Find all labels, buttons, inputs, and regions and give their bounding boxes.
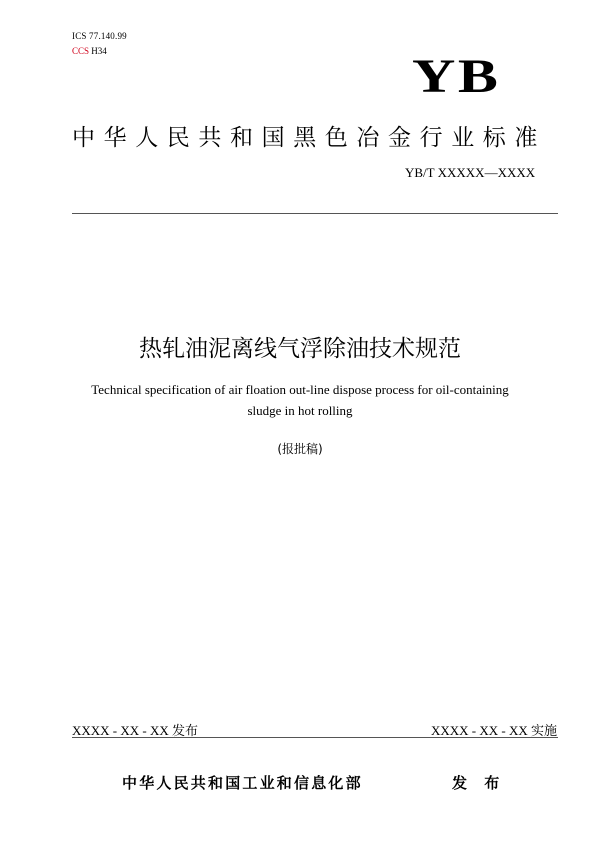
bottom-divider xyxy=(72,737,558,738)
document-title-en xyxy=(60,379,540,421)
standard-number: YB/T XXXXX—XXXX xyxy=(405,165,536,180)
issue-date: XXXX - XX - XX 发布 xyxy=(72,723,199,738)
title-en-line-1: Technical specification of air floation out-line dispose process for oil-containing xyxy=(91,382,509,397)
implementation-date: XXXX - XX - XX 实施 xyxy=(430,723,557,738)
ics-code: ICS 77.140.99 xyxy=(72,31,127,41)
draft-status: (报批稿) xyxy=(277,442,323,456)
document-title-cn: 热轧油泥离线气浮除油技术规范 xyxy=(139,336,461,362)
ccs-label: CCS xyxy=(72,46,90,56)
yb-logo: YB xyxy=(412,50,501,103)
publish-label: 发 布 xyxy=(452,774,506,792)
ccs-code xyxy=(72,46,107,56)
ccs-value: H34 xyxy=(91,46,107,56)
top-divider xyxy=(72,213,558,214)
issuing-authority: 中华人民共和国工业和信息化部 xyxy=(122,774,363,792)
industry-standard-title: 中华人民共和国黑色冶金行业标准 xyxy=(72,125,546,151)
title-en-line-2: sludge in hot rolling xyxy=(247,403,353,418)
